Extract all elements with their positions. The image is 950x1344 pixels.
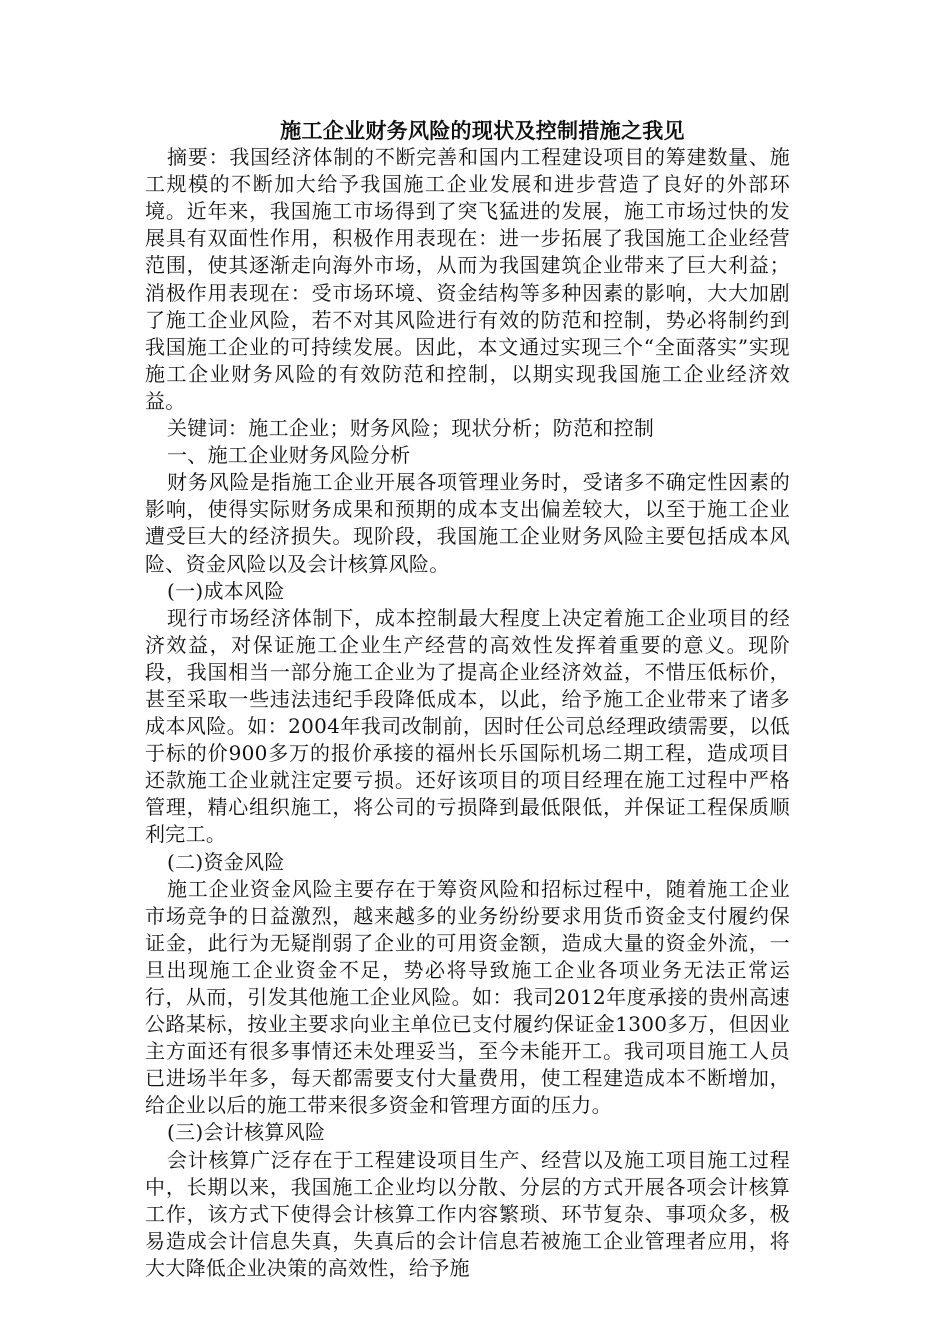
subsection-paragraph-accounting-risk: 会计核算广泛存在于工程建设项目生产、经营以及施工项目施工过程中，长期以来，我国施工企业均以分散、分层的方式开展各项会计核算工作，该方式下使得会计核算工作内容繁琐、环节复杂、事项众多，极易造成会计信息失真，失真后的会计信息若被施工企业管理者应用，将大大降低企业决策的高效性，给予施: [145, 1147, 790, 1280]
subsection-heading-capital-risk: (二)资金风险: [167, 849, 285, 874]
subsection-heading-accounting-risk: (三)会计核算风险: [167, 1120, 326, 1145]
document-title: 施工企业财务风险的现状及控制措施之我见: [280, 118, 685, 143]
subsection-paragraph-capital-risk: 施工企业资金风险主要存在于筹资风险和招标过程中，随着施工企业市场竞争的日益激烈，越来越多的业务纷纷要求用货币资金支付履约保证金，此行为无疑削弱了企业的可用资金额，造成大量的资金外流，一旦出现施工企业资金不足，势必将导致施工企业各项业务无法正常运行，从而，引发其他施工企业风险。如：我司2012年度承接的贵州高速公路某标，按业主要求向业主单位已支付履约保证金1300多万，但因业主方面还有很多事情还未处理妥当，至今未能开工。我司项目施工人员已进场半年多，每天都需要支付大量费用，使工程建造成本不断增加，给企业以后的施工带来很多资金和管理方面的压力。: [145, 876, 790, 1118]
keywords-line: 关键词：施工企业；财务风险；现状分析；防范和控制: [167, 416, 655, 441]
document-body: [145, 117, 790, 1282]
subsection-paragraph-cost-risk: 现行市场经济体制下，成本控制最大程度上决定着施工企业项目的经济效益，对保证施工企业生产经营的高效性发挥着重要的意义。现阶段，我国相当一部分施工企业为了提高企业经济效益，不惜压低标价，甚至采取一些违法违纪手段降低成本，以此，给予施工企业带来了诸多成本风险。如：2004年我司改制前，因时任公司总经理政绩需要，以低于标的价900多万的报价承接的福州长乐国际机场二期工程，造成项目还款施工企业就注定要亏损。还好该项目的项目经理在施工过程中严格管理，精心组织施工，将公司的亏损降到最低限低，并保证工程保质顺利完工。: [145, 605, 790, 847]
section-heading-1: 一、施工企业财务风险分析: [167, 443, 411, 468]
abstract-paragraph: 摘要：我国经济体制的不断完善和国内工程建设项目的筹建数量、施工规模的不断加大给予我国施工企业发展和进步营造了良好的外部环境。近年来，我国施工市场得到了突飞猛进的发展，施工市场过快的发展具有双面性作用，积极作用表现在：进一步拓展了我国施工企业经营范围，使其逐渐走向海外市场，从而为我国建筑企业带来了巨大利益；消极作用表现在：受市场环境、资金结构等多种因素的影响，大大加剧了施工企业风险，若不对其风险进行有效的防范和控制，势必将制约到我国施工企业的可持续发展。因此，本文通过实现三个“全面落实”实现施工企业财务风险的有效防范和控制，以期实现我国施工企业经济效益。: [145, 145, 790, 413]
subsection-heading-cost-risk: (一)成本风险: [167, 578, 285, 603]
section-paragraph-1: 财务风险是指施工企业开展各项管理业务时，受诸多不确定性因素的影响，使得实际财务成果和预期的成本支出偏差较大，以至于施工企业遭受巨大的经济损失。现阶段，我国施工企业财务风险主要包括成本风险、资金风险以及会计核算风险。: [145, 470, 790, 576]
